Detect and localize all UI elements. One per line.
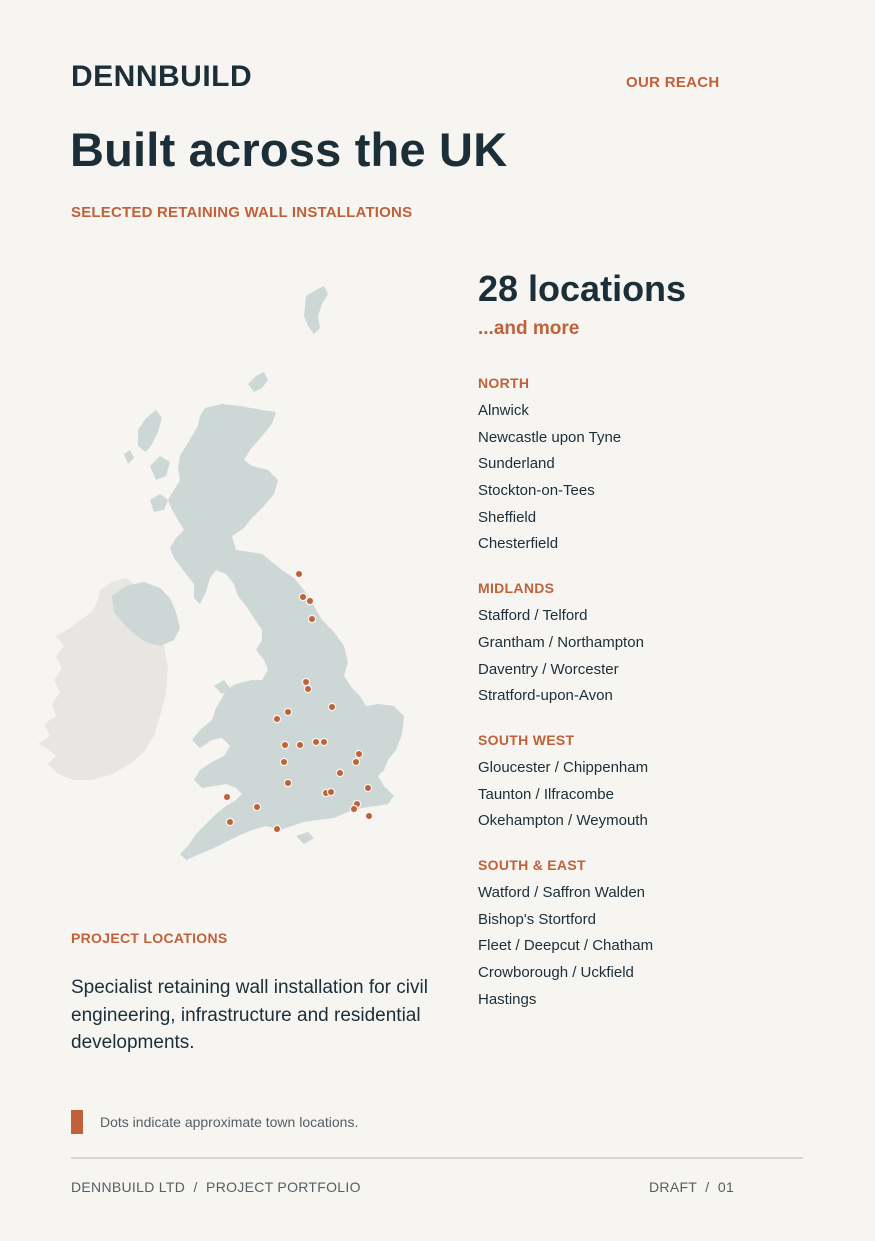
location-dot <box>295 570 302 577</box>
section-label: OUR REACH <box>626 74 720 91</box>
orkney-shetland-islands <box>304 286 328 334</box>
region-south-west <box>478 732 818 835</box>
location-dot <box>320 738 327 745</box>
uk-map <box>30 280 430 880</box>
location-dot <box>304 685 311 692</box>
project-locations-label: PROJECT LOCATIONS <box>71 930 228 946</box>
location-item: Taunton / Ilfracombe <box>478 785 614 803</box>
location-item: Stafford / Telford <box>478 607 588 625</box>
location-dot <box>355 750 362 757</box>
location-dot <box>296 741 303 748</box>
location-dot <box>352 758 359 765</box>
location-item: Gloucester / Chippenham <box>478 758 649 776</box>
location-dot <box>223 793 230 800</box>
location-item: Watford / Saffron Walden <box>478 883 646 901</box>
location-dot <box>273 715 280 722</box>
footer-left: DENNBUILD LTD / PROJECT PORTFOLIO <box>71 1179 361 1195</box>
location-item: Sunderland <box>478 455 555 473</box>
location-dot <box>284 708 291 715</box>
mull-island <box>150 494 168 512</box>
note-marker <box>71 1110 83 1134</box>
wight-island <box>296 832 314 844</box>
location-dot <box>253 803 260 810</box>
region-midlands <box>478 580 818 710</box>
region-south-east <box>478 857 818 1013</box>
footer-divider <box>71 1157 803 1159</box>
project-description: Specialist retaining wall installation for civil engineering, infrastructure and residential developments. <box>71 977 428 1053</box>
location-dot <box>306 597 313 604</box>
location-item: Hastings <box>478 990 537 1008</box>
location-dot <box>273 825 280 832</box>
skye-island <box>150 456 170 480</box>
location-dot <box>328 703 335 710</box>
region-list <box>478 375 818 1035</box>
location-dot <box>365 812 372 819</box>
location-dot <box>302 678 309 685</box>
location-dot <box>336 769 343 776</box>
location-item: Alnwick <box>478 402 529 419</box>
map-note: Dots indicate approximate town locations. <box>100 1114 359 1130</box>
region-heading: NORTH <box>478 375 530 391</box>
region-north <box>478 375 818 558</box>
location-more: ...and more <box>478 318 580 339</box>
location-dot <box>299 593 306 600</box>
location-item: Fleet / Deepcut / Chatham <box>478 937 654 955</box>
location-item: Chesterfield <box>478 535 559 553</box>
location-dot <box>327 788 334 795</box>
location-item: Daventry / Worcester <box>478 660 619 678</box>
location-item: Grantham / Northampton <box>478 633 644 651</box>
region-heading: MIDLANDS <box>478 580 555 597</box>
region-heading: SOUTH & EAST <box>478 856 586 873</box>
location-dot <box>350 805 357 812</box>
location-item: Sheffield <box>478 508 537 526</box>
location-item: Newcastle upon Tyne <box>478 428 622 446</box>
page-title: Built across the UK <box>70 123 508 176</box>
north-island <box>248 372 268 392</box>
page-subtitle: SELECTED RETAINING WALL INSTALLATIONS <box>71 204 413 221</box>
location-item: Bishop's Stortford <box>478 910 596 928</box>
hebrides-island <box>124 450 134 464</box>
location-dot <box>312 738 319 745</box>
location-dot <box>308 615 315 622</box>
location-dot <box>280 758 287 765</box>
location-item: Okehampton / Weymouth <box>478 812 648 830</box>
location-dot <box>284 779 291 786</box>
location-dot <box>281 741 288 748</box>
region-heading: SOUTH WEST <box>478 731 575 748</box>
location-count: 28 locations <box>478 268 687 309</box>
footer-right: DRAFT / 01 <box>649 1179 735 1195</box>
western-isles <box>138 410 162 452</box>
location-item: Stratford-upon-Avon <box>478 687 613 705</box>
location-dot <box>364 784 371 791</box>
brand-logo: DENNBUILD <box>71 60 253 93</box>
location-item: Stockton-on-Tees <box>478 482 595 500</box>
location-item: Crowborough / Uckfield <box>478 964 634 981</box>
location-dot <box>226 818 233 825</box>
